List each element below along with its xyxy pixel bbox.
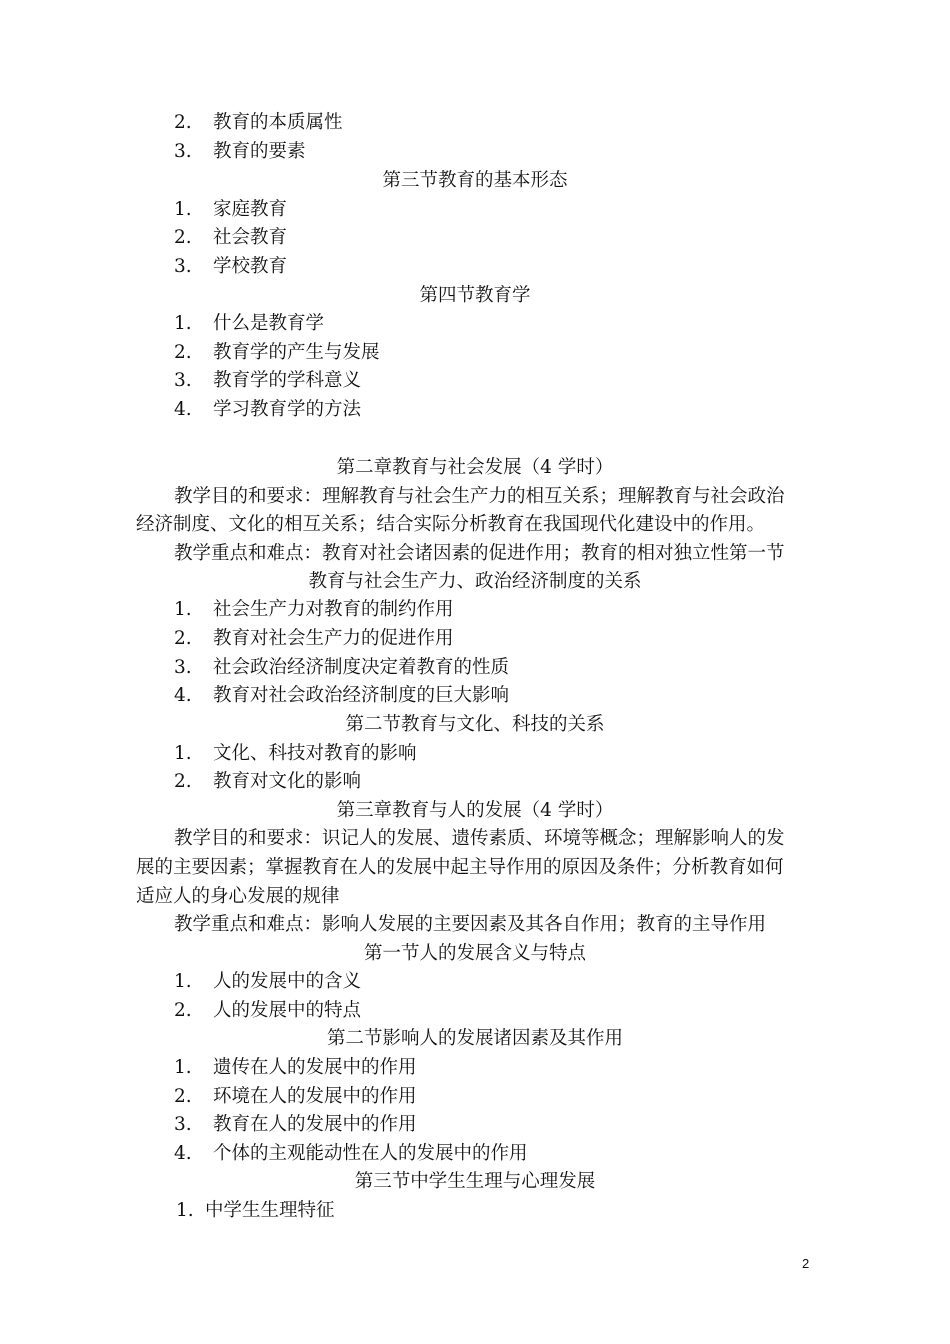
item-text: 家庭教育 xyxy=(213,199,288,220)
item-number: 1. xyxy=(174,743,192,764)
item-number: 3. xyxy=(174,141,192,162)
paragraph-line: 教学目的和要求：理解教育与社会生产力的相互关系；理解教育与社会政治 xyxy=(174,486,785,507)
paragraph-line: 经济制度、文化的相互关系；结合实际分析教育在我国现代化建设中的作用。 xyxy=(136,514,766,535)
item-text: 教育学的产生与发展 xyxy=(213,342,380,363)
section-heading: 教育与社会生产力、政治经济制度的关系 xyxy=(308,571,642,592)
item-text: 教育在人的发展中的作用 xyxy=(213,1114,417,1135)
section-heading: 第一节人的发展含义与特点 xyxy=(363,943,586,964)
item-number: 4. xyxy=(174,685,192,706)
item-text: 教育的本质属性 xyxy=(213,112,343,133)
item-text: 教育学的学科意义 xyxy=(213,370,362,391)
item-text: 社会政治经济制度决定着教育的性质 xyxy=(213,657,510,678)
list-item xyxy=(0,1198,950,1224)
item-text: 人的发展中的特点 xyxy=(213,1000,362,1021)
section-heading: 第四节教育学 xyxy=(419,285,531,306)
item-number: 2. xyxy=(174,227,192,248)
item-number: 2. xyxy=(174,771,192,792)
item-number: 1. xyxy=(176,1200,194,1221)
item-text: 遗传在人的发展中的作用 xyxy=(213,1057,417,1078)
item-number: 2. xyxy=(174,628,192,649)
item-text: 个体的主观能动性在人的发展中的作用 xyxy=(213,1143,528,1164)
item-text: 教育对社会政治经济制度的巨大影响 xyxy=(213,685,510,706)
item-text: 学习教育学的方法 xyxy=(213,399,362,420)
item-number: 1. xyxy=(174,199,192,220)
list-item xyxy=(0,1112,950,1138)
paragraph-line: 教学重点和难点：影响人发展的主要因素及其各自作用；教育的主导作用 xyxy=(174,914,767,935)
list-item xyxy=(0,225,950,251)
chapter-heading: 第三章教育与人的发展（4 学时） xyxy=(336,800,614,821)
list-item xyxy=(0,683,950,709)
paragraph-line: 展的主要因素；掌握教育在人的发展中起主导作用的原因及条件；分析教育如何 xyxy=(136,857,784,878)
item-number: 4. xyxy=(174,1143,192,1164)
item-number: 3. xyxy=(174,370,192,391)
list-item xyxy=(0,368,950,394)
list-item xyxy=(0,311,950,337)
section-heading: 第二节影响人的发展诸因素及其作用 xyxy=(326,1028,623,1049)
item-text: 人的发展中的含义 xyxy=(213,971,362,992)
item-text: 环境在人的发展中的作用 xyxy=(213,1086,417,1107)
item-number: 1. xyxy=(174,599,192,620)
list-item xyxy=(0,397,950,423)
chapter-heading: 第二章教育与社会发展（4 学时） xyxy=(336,457,614,478)
item-text: 社会生产力对教育的制约作用 xyxy=(213,599,454,620)
list-item xyxy=(0,340,950,366)
item-number: 4. xyxy=(174,399,192,420)
section-heading: 第三节教育的基本形态 xyxy=(382,170,568,191)
item-text: 社会教育 xyxy=(213,227,288,248)
page-number: 2 xyxy=(802,1256,810,1271)
paragraph-line: 教学目的和要求：识记人的发展、遗传素质、环境等概念；理解影响人的发 xyxy=(174,828,785,849)
list-item xyxy=(0,110,950,136)
list-item xyxy=(0,1055,950,1081)
item-number: 2. xyxy=(174,1086,192,1107)
item-text: 文化、科技对教育的影响 xyxy=(213,743,417,764)
item-number: 2. xyxy=(174,112,192,133)
list-item xyxy=(0,597,950,623)
item-number: 1. xyxy=(174,1057,192,1078)
item-text: 教育对社会生产力的促进作用 xyxy=(213,628,454,649)
list-item xyxy=(0,1141,950,1167)
list-item xyxy=(0,741,950,767)
list-item xyxy=(0,998,950,1024)
list-item xyxy=(0,197,950,223)
section-heading: 第二节教育与文化、科技的关系 xyxy=(345,714,605,735)
item-number: 3. xyxy=(174,1114,192,1135)
section-heading: 第三节中学生生理与心理发展 xyxy=(354,1171,596,1192)
list-item xyxy=(0,969,950,995)
item-text: 学校教育 xyxy=(213,256,288,277)
list-item xyxy=(0,769,950,795)
item-number: 3. xyxy=(174,657,192,678)
item-number: 1. xyxy=(174,313,192,334)
item-text: 中学生生理特征 xyxy=(205,1200,335,1221)
item-text: 教育对文化的影响 xyxy=(213,771,362,792)
paragraph-line: 教学重点和难点：教育对社会诸因素的促进作用；教育的相对独立性第一节 xyxy=(174,543,785,564)
list-item xyxy=(0,655,950,681)
item-text: 教育的要素 xyxy=(213,141,306,162)
item-number: 3. xyxy=(174,256,192,277)
item-number: 1. xyxy=(174,971,192,992)
item-number: 2. xyxy=(174,1000,192,1021)
list-item xyxy=(0,626,950,652)
item-number: 2. xyxy=(174,342,192,363)
item-text: 什么是教育学 xyxy=(213,313,325,334)
list-item xyxy=(0,139,950,165)
list-item xyxy=(0,254,950,280)
paragraph-line: 适应人的身心发展的规律 xyxy=(136,886,340,907)
list-item xyxy=(0,1084,950,1110)
